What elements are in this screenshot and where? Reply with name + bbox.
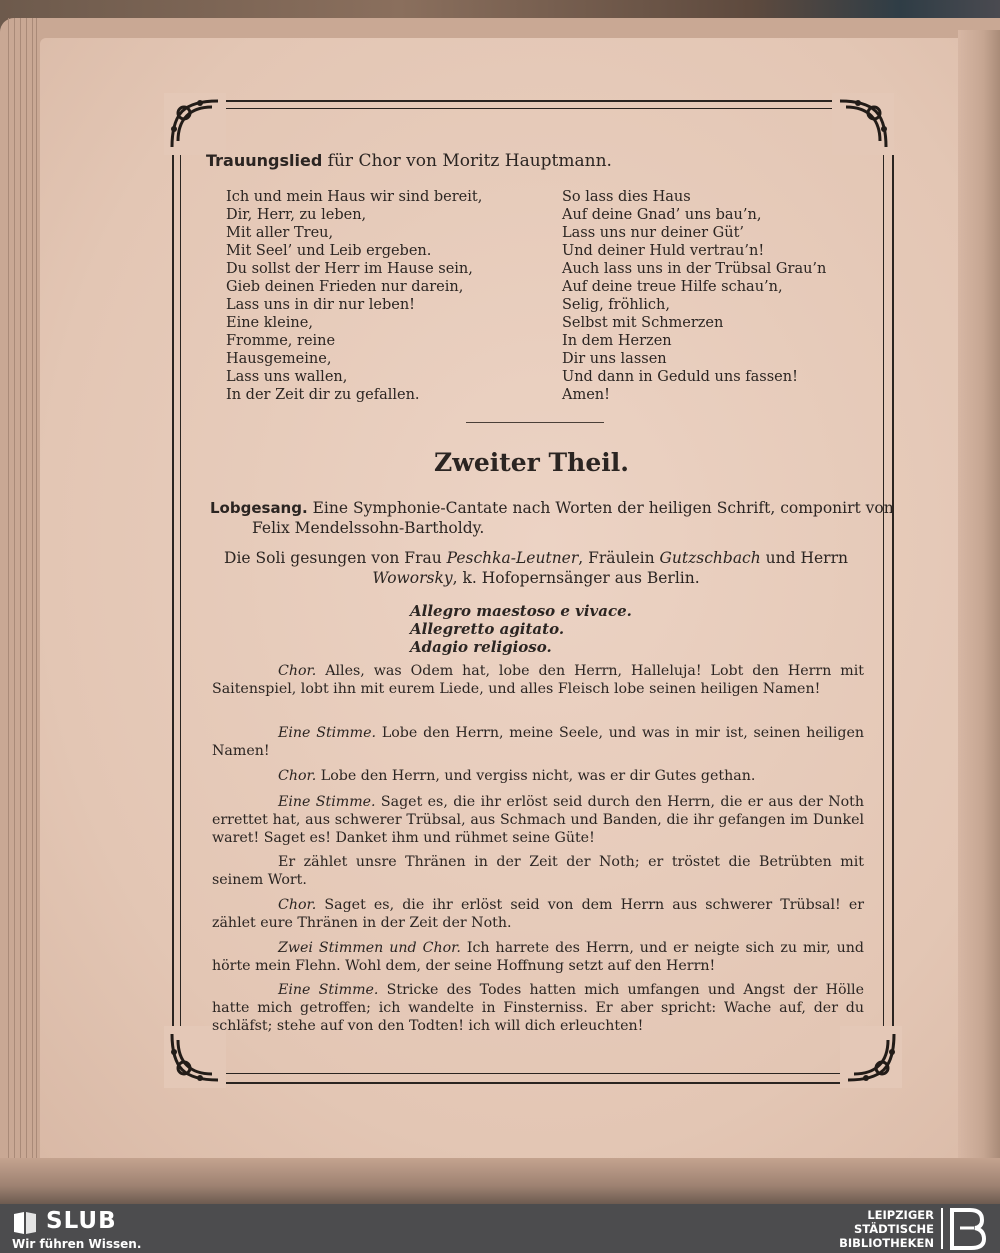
page-bottom-edge [0, 1158, 1000, 1204]
poem-line: Dir uns lassen [562, 351, 667, 367]
soloist-name: Peschka-Leutner [446, 549, 579, 567]
part-title: Zweiter Theil. [434, 448, 629, 477]
verse-text: Saget es, die ihr erlöst seid von dem Herrn aus schwerer Trübsal! er zählet eure Thränen in der Zeit der Noth. [212, 897, 864, 931]
tempo-marking: Allegretto agitato. [410, 620, 565, 638]
verse-speaker: Chor. [278, 663, 317, 679]
soloists-line [210, 548, 862, 588]
soloists-text: , Fräulein [578, 549, 660, 567]
next-page-edge [958, 30, 1000, 1200]
verse-speaker: Eine Stimme. [278, 794, 376, 810]
verse-paragraph [212, 767, 864, 785]
poem-line: Lass uns wallen, [226, 369, 348, 385]
poem-line: Fromme, reine [226, 333, 336, 349]
library-name[interactable] [839, 1208, 934, 1250]
verse-text: Alles, was Odem hat, lobe den Herrn, Halleluja! Lobt den Herrn mit Saitenspiel, lobt ihn mit eurem Liede, und alles Fleisch lobe seinen heiligen Namen! [212, 663, 864, 697]
poem-line: Mit Seel’ und Leib ergeben. [226, 243, 432, 259]
poem-line: In dem Herzen [562, 333, 672, 349]
tempo-marking: Adagio religioso. [410, 638, 552, 656]
library-name-line: STÄDTISCHE [853, 1222, 934, 1236]
verse-block [212, 981, 864, 1035]
library-name-line: LEIPZIGER [867, 1208, 934, 1222]
poem-line: Amen! [562, 387, 610, 403]
tempo-marking: Allegro maestoso e vivace. [410, 602, 632, 620]
verse-block [212, 767, 864, 785]
poem-line: Mit aller Treu, [226, 225, 334, 241]
verse-paragraph [212, 896, 864, 932]
poem-line: Und deiner Huld vertrau’n! [562, 243, 765, 259]
work-heading [210, 498, 904, 538]
poem-line: Auf deine Gnad’ uns bau’n, [562, 207, 762, 223]
poem-line: Lass uns nur deiner Güt’ [562, 225, 745, 241]
verse-speaker: Chor. [278, 768, 317, 784]
verse-text: Er zählet unsre Thränen in der Zeit der Noth; er tröstet die Betrübten mit seinem Wort. [212, 854, 864, 888]
poem-line: Selbst mit Schmerzen [562, 315, 724, 331]
soloists-text: und Herrn [760, 549, 848, 567]
slub-logo-icon[interactable] [12, 1210, 38, 1236]
ornament-corner-icon [164, 93, 226, 155]
ornament-corner-icon [840, 1026, 902, 1088]
poem-line: Ich und mein Haus wir sind bereit, [226, 189, 483, 205]
verse-text: Lobe den Herrn, meine Seele, und was in mir ist, seinen heiligen Namen! [212, 725, 864, 759]
ornament-corner-icon [832, 93, 894, 155]
slub-tagline: Wir führen Wissen. [12, 1237, 142, 1251]
tempo-markings [410, 602, 632, 656]
verse-speaker: Eine Stimme. [278, 982, 379, 998]
footer-bar [0, 1204, 1000, 1253]
work-description: Eine Symphonie-Cantate nach Worten der heiligen Schrift, componirt von Felix Mendelssohn-Bartholdy. [252, 499, 894, 537]
verse-text: Ich harrete des Herrn, und er neigte sich zu mir, und hörte mein Flehn. Wohl dem, der seine Hoffnung setzt auf den Herrn! [212, 940, 864, 974]
verse-text: Lobe den Herrn, und vergiss nicht, was er dir Gutes gethan. [316, 768, 756, 784]
poem-line: In der Zeit dir zu gefallen. [226, 387, 420, 403]
verse-block [212, 896, 864, 932]
verse-block [212, 853, 864, 889]
verse-speaker: Chor. [278, 897, 317, 913]
soloists-text: , k. Hofopernsänger aus Berlin. [452, 569, 700, 587]
poem-line: Auch lass uns in der Trübsal Grau’n [562, 261, 827, 277]
verse-paragraph [212, 793, 864, 847]
verse-speaker: Zwei Stimmen und Chor. [278, 940, 461, 956]
work-title: Lobgesang. [210, 499, 308, 517]
soloist-name: Woworsky [372, 569, 453, 587]
verse-paragraph [212, 724, 864, 760]
poem-line: Hausgemeine, [226, 351, 332, 367]
verse-paragraph [212, 662, 864, 698]
poem-line: Lass uns in dir nur leben! [226, 297, 416, 313]
poem-line: Auf deine treue Hilfe schau’n, [562, 279, 783, 295]
poem-line: Dir, Herr, zu leben, [226, 207, 367, 223]
poem-line: Und dann in Geduld uns fassen! [562, 369, 798, 385]
verse-paragraph [212, 939, 864, 975]
verse-text: Saget es, die ihr erlöst seid durch den Herrn, die er aus der Noth errettet hat, aus schwerer Trübsal, aus Schmach und Banden, die ihr gefangen im Dunkel waret! Saget es! Danket ihm und rühmet seine Güte! [212, 794, 864, 846]
song-title: Trauungslied [206, 151, 323, 170]
verse-block [212, 662, 864, 698]
verse-text: Stricke des Todes hatten mich umfangen und Angst der Hölle hatte mich getroffen; ich wandelte in Finsterniss. Er aber spricht: Wache auf, der du schläfst; stehe auf von den Todten! ich will dich erleuchten! [212, 982, 864, 1034]
verse-block [212, 793, 864, 847]
verse-block [212, 939, 864, 975]
song-heading [206, 151, 612, 171]
poem-right-column [562, 188, 826, 404]
library-logo-icon[interactable] [940, 1204, 994, 1253]
library-name-line: BIBLIOTHEKEN [839, 1236, 934, 1250]
poem-line: Du sollst der Herr im Hause sein, [226, 261, 473, 277]
ornament-corner-icon [164, 1026, 226, 1088]
verse-speaker: Eine Stimme. [278, 725, 377, 741]
divider-rule [466, 422, 604, 423]
poem-line: Selig, fröhlich, [562, 297, 670, 313]
soloists-text: Die Soli gesungen von Frau [224, 549, 447, 567]
poem-line: So lass dies Haus [562, 189, 691, 205]
verse-paragraph [212, 981, 864, 1035]
poem-left-column [226, 188, 482, 404]
song-subtitle: für Chor von Moritz Hauptmann. [322, 151, 612, 171]
poem-line: Gieb deinen Frieden nur darein, [226, 279, 464, 295]
poem-line: Eine kleine, [226, 315, 313, 331]
verse-paragraph [212, 853, 864, 889]
verse-block [212, 724, 864, 760]
slub-name[interactable]: SLUB [46, 1208, 117, 1234]
soloist-name: Gutzschbach [659, 549, 761, 567]
